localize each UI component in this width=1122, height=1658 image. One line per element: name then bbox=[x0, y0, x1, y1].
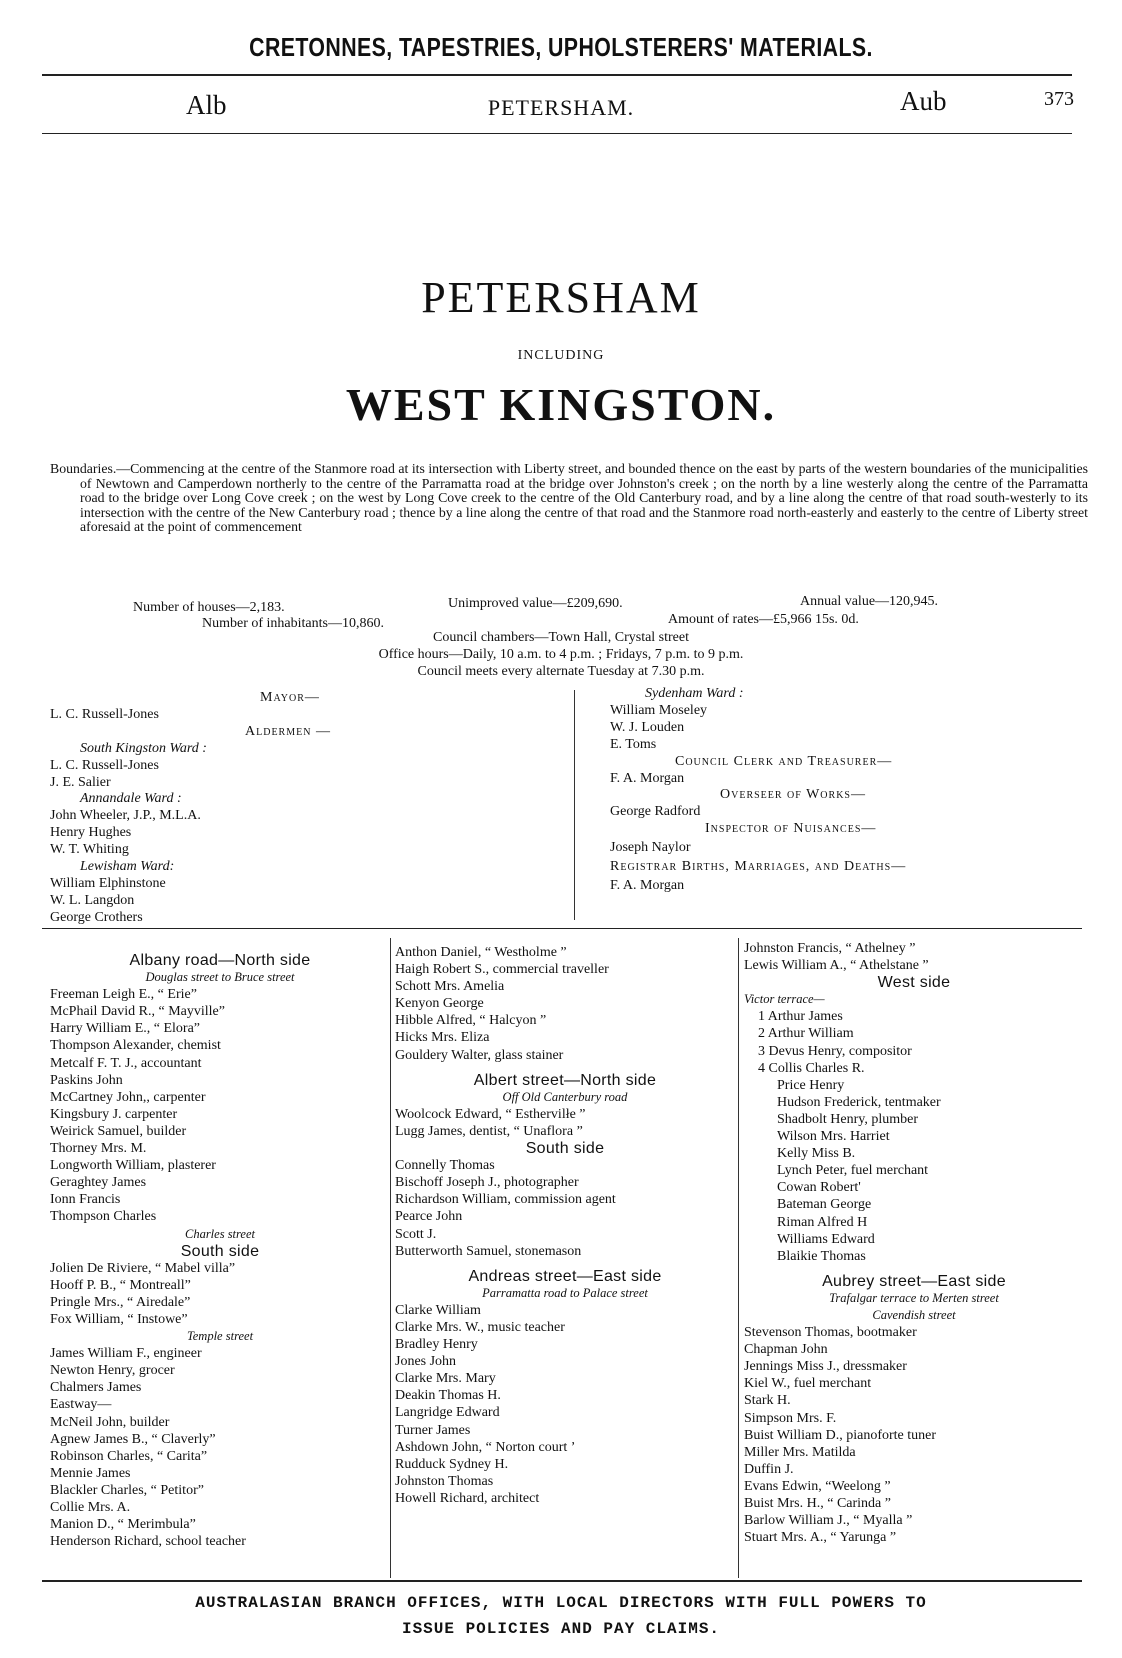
resident-entry: Lugg James, dentist, “ Unaflora ” bbox=[395, 1123, 583, 1139]
resident-entry: McPhail David R., “ Mayville” bbox=[50, 1004, 225, 1020]
street-heading: South side bbox=[525, 1140, 605, 1158]
resident-entry: Pearce John bbox=[395, 1209, 463, 1225]
terrace-label: Victor terrace— bbox=[744, 992, 825, 1007]
column-divider-2 bbox=[738, 938, 739, 1578]
resident-entry: Langridge Edward bbox=[395, 1405, 500, 1421]
council-chambers: Council chambers—Town Hall, Crystal street bbox=[432, 630, 690, 645]
street-heading: West side bbox=[877, 974, 951, 992]
resident-entry: Henderson Richard, school teacher bbox=[50, 1534, 246, 1550]
resident-entry: Williams Edward bbox=[777, 1231, 875, 1247]
footer-line-1: AUSTRALASIAN BRANCH OFFICES, WITH LOCAL DIRECTORS WITH FULL POWERS TO bbox=[195, 1594, 927, 1612]
stat-inhabitants: Number of inhabitants—10,860. bbox=[202, 616, 384, 631]
right-guide-word: Aub bbox=[900, 86, 947, 116]
numbered-resident: 4 Collis Charles R. bbox=[758, 1060, 865, 1076]
resident-entry: McNeil John, builder bbox=[50, 1414, 170, 1430]
resident-entry: Simpson Mrs. F. bbox=[744, 1410, 837, 1426]
resident-entry: Miller Mrs. Matilda bbox=[744, 1444, 856, 1460]
street-section-label: Parramatta road to Palace street bbox=[482, 1285, 648, 1300]
page-number: 373 bbox=[1044, 88, 1074, 110]
alderman-name: E. Toms bbox=[610, 736, 657, 752]
alderman-name: W. T. Whiting bbox=[50, 842, 129, 858]
resident-entry: Johnston Thomas bbox=[395, 1473, 494, 1489]
resident-entry: Blackler Charles, “ Petitor” bbox=[50, 1482, 204, 1498]
resident-entry: Thompson Charles bbox=[50, 1209, 157, 1225]
resident-entry: Shadbolt Henry, plumber bbox=[777, 1111, 919, 1127]
resident-entry: Cowan Robert' bbox=[777, 1180, 861, 1196]
resident-entry: Duffin J. bbox=[744, 1461, 794, 1477]
office-hours: Office hours—Daily, 10 a.m. to 4 p.m. ; Fridays, 7 p.m. to 9 p.m. bbox=[378, 647, 744, 662]
ward-label-sydenham: Sydenham Ward : bbox=[645, 686, 744, 701]
resident-entry: Scott J. bbox=[395, 1226, 437, 1242]
alderman-name: W. L. Langdon bbox=[50, 892, 135, 908]
spacer bbox=[744, 1265, 1084, 1273]
resident-entry: Paskins John bbox=[50, 1072, 123, 1088]
resident-entry: Jones John bbox=[395, 1354, 457, 1370]
alderman-name: William Moseley bbox=[610, 702, 708, 718]
stat-houses: Number of houses—2,183. bbox=[133, 600, 285, 615]
resident-entry: Mennie James bbox=[50, 1465, 131, 1481]
resident-entry: Buist William D., pianoforte tuner bbox=[744, 1427, 937, 1443]
header-rule-bottom bbox=[42, 133, 1072, 134]
resident-entry: Lewis William A., “ Athelstane ” bbox=[744, 958, 929, 974]
street-section-label: Douglas street to Bruce street bbox=[145, 970, 295, 985]
column-1 bbox=[50, 952, 390, 1550]
resident-entry: Clarke Mrs. W., music teacher bbox=[395, 1319, 565, 1335]
spacer bbox=[395, 1064, 735, 1072]
alderman-name: Henry Hughes bbox=[50, 825, 132, 841]
council-right bbox=[610, 686, 1090, 895]
resident-entry: Ionn Francis bbox=[50, 1192, 121, 1208]
resident-entry: James William F., engineer bbox=[50, 1346, 202, 1362]
resident-entry: Hicks Mrs. Eliza bbox=[395, 1030, 490, 1046]
street-heading: Aubrey street—East side bbox=[822, 1272, 1006, 1290]
resident-entry: Collie Mrs. A. bbox=[50, 1500, 131, 1515]
registrar-name: F. A. Morgan bbox=[610, 877, 685, 893]
resident-entry: Connelly Thomas bbox=[395, 1158, 495, 1174]
resident-entry: Ashdown John, “ Norton court ’ bbox=[395, 1439, 576, 1455]
resident-entry: Hibble Alfred, “ Halcyon ” bbox=[395, 1013, 547, 1029]
resident-entry: Stuart Mrs. A., “ Yarunga ” bbox=[744, 1530, 897, 1546]
resident-entry: Harry William E., “ Elora” bbox=[50, 1021, 201, 1037]
resident-entry: Newton Henry, grocer bbox=[50, 1363, 175, 1379]
alderman-name: J. E. Salier bbox=[50, 774, 111, 790]
council-divider bbox=[574, 690, 575, 920]
alderman-name: George Crothers bbox=[50, 909, 143, 925]
running-title: PETERSHAM. bbox=[487, 95, 635, 120]
footer-rule bbox=[42, 1580, 1082, 1582]
spacer bbox=[395, 1260, 735, 1268]
council-clerk-label: Council Clerk and Treasurer— bbox=[675, 753, 893, 769]
resident-entry: Anthon Daniel, “ Westholme ” bbox=[395, 945, 567, 960]
resident-entry: Lynch Peter, fuel merchant bbox=[777, 1163, 929, 1179]
alderman-name: William Elphinstone bbox=[50, 875, 166, 891]
street-section-label: Temple street bbox=[186, 1329, 254, 1344]
alderman-name: L. C. Russell-Jones bbox=[50, 757, 159, 773]
resident-entry: Rudduck Sydney H. bbox=[395, 1456, 509, 1472]
street-section-label: Off Old Canterbury road bbox=[502, 1089, 628, 1104]
resident-entry: Bradley Henry bbox=[395, 1337, 478, 1353]
footer-advertisement bbox=[40, 1590, 1082, 1642]
mayor-name: L. C. Russell-Jones bbox=[50, 706, 159, 722]
stat-unimproved-value: Unimproved value—£209,690. bbox=[448, 596, 623, 611]
resident-entry: Longworth William, plasterer bbox=[50, 1158, 216, 1174]
overseer-label: Overseer of Works— bbox=[720, 787, 866, 803]
street-heading: South side bbox=[180, 1242, 260, 1260]
resident-entry: Clarke Mrs. Mary bbox=[395, 1371, 496, 1387]
column-divider-1 bbox=[390, 938, 391, 1578]
resident-entry: Haigh Robert S., commercial traveller bbox=[395, 962, 609, 978]
street-section-label: Charles street bbox=[184, 1226, 256, 1241]
resident-entry: Thompson Alexander, chemist bbox=[50, 1038, 221, 1054]
resident-entry: Evans Edwin, “Weelong ” bbox=[744, 1478, 891, 1494]
resident-entry: Jolien De Riviere, “ Mabel villa” bbox=[50, 1260, 236, 1276]
alderman-name: John Wheeler, J.P., M.L.A. bbox=[50, 808, 201, 824]
street-heading: Albany road—North side bbox=[129, 952, 311, 969]
resident-entry: Johnston Francis, “ Athelney ” bbox=[744, 941, 916, 956]
header-rule-top bbox=[42, 74, 1072, 76]
resident-entry: Freeman Leigh E., “ Erie” bbox=[50, 987, 197, 1003]
resident-entry: Pringle Mrs., “ Airedale” bbox=[50, 1294, 191, 1310]
resident-entry: Metcalf F. T. J., accountant bbox=[50, 1055, 202, 1071]
ward-label-south-kingston: South Kingston Ward : bbox=[80, 740, 207, 756]
resident-entry: Deakin Thomas H. bbox=[395, 1388, 501, 1404]
resident-entry: Kingsbury J. carpenter bbox=[50, 1106, 178, 1122]
top-advertisement: CRETONNES, TAPESTRIES, UPHOLSTERERS' MATERIALS. bbox=[249, 32, 873, 62]
page-subtitle: WEST KINGSTON. bbox=[345, 379, 777, 430]
resident-entry: Manion D., “ Merimbula” bbox=[50, 1517, 196, 1533]
resident-entry: Buist Mrs. H., “ Carinda ” bbox=[744, 1496, 891, 1511]
resident-entry: Riman Alfred H bbox=[777, 1214, 868, 1230]
resident-entry: Kenyon George bbox=[395, 996, 484, 1012]
resident-entry: Howell Richard, architect bbox=[395, 1490, 540, 1506]
council-clerk-name: F. A. Morgan bbox=[610, 770, 685, 786]
street-heading: Andreas street—East side bbox=[468, 1267, 662, 1285]
ward-label-lewisham: Lewisham Ward: bbox=[80, 859, 175, 875]
alderman-name: W. J. Louden bbox=[610, 719, 685, 735]
footer-line-2: ISSUE POLICIES AND PAY CLAIMS. bbox=[401, 1620, 721, 1638]
resident-entry: Stark H. bbox=[744, 1393, 791, 1409]
street-heading: Albert street—North side bbox=[473, 1071, 657, 1089]
ward-label-annandale: Annandale Ward : bbox=[80, 791, 182, 807]
boundaries-paragraph bbox=[50, 462, 1088, 535]
stat-rates: Amount of rates—£5,966 15s. 0d. bbox=[668, 612, 859, 627]
resident-entry: Chapman John bbox=[744, 1342, 828, 1358]
street-section-label: Cavendish street bbox=[872, 1307, 956, 1322]
resident-entry: Bateman George bbox=[777, 1197, 872, 1213]
resident-entry: Geraghtey James bbox=[50, 1175, 147, 1191]
column-3 bbox=[744, 940, 1084, 1546]
inspector-label: Inspector of Nuisances— bbox=[705, 821, 877, 837]
resident-entry: Blaikie Thomas bbox=[777, 1248, 866, 1264]
stat-annual-value: Annual value—120,945. bbox=[800, 594, 939, 609]
resident-entry: Thorney Mrs. M. bbox=[50, 1141, 147, 1157]
numbered-resident: 3 Devus Henry, compositor bbox=[758, 1043, 912, 1059]
resident-entry: Weirick Samuel, builder bbox=[50, 1123, 187, 1139]
title-including: INCLUDING bbox=[517, 348, 605, 363]
page-title: PETERSHAM bbox=[421, 273, 701, 322]
resident-entry: Schott Mrs. Amelia bbox=[395, 979, 505, 995]
resident-entry: Gouldery Walter, glass stainer bbox=[395, 1047, 564, 1063]
resident-entry: Turner James bbox=[395, 1422, 471, 1438]
mayor-label: Mayor— bbox=[260, 690, 320, 705]
resident-entry: Bischoff Joseph J., photographer bbox=[395, 1175, 579, 1191]
resident-entry: Hooff P. B., “ Montreall” bbox=[50, 1277, 191, 1293]
resident-entry: Eastway— bbox=[50, 1397, 112, 1413]
resident-entry: Chalmers James bbox=[50, 1380, 142, 1396]
resident-entry: Woolcock Edward, “ Esthervilłe ” bbox=[395, 1106, 586, 1122]
resident-entry: Price Henry bbox=[777, 1077, 845, 1093]
council-meets: Council meets every alternate Tuesday at 7.30 p.m. bbox=[417, 664, 705, 679]
registrar-label: Registrar Births, Marriages, and Deaths— bbox=[610, 859, 907, 875]
resident-entry: Stevenson Thomas, bootmaker bbox=[744, 1325, 917, 1341]
boundaries-text: Boundaries.—Commencing at the centre of the Stanmore road at its intersection with Liberty street, and bounded thence on the east by parts of the western boundaries of the municipalities of Newtown and Camperdown northerly to the centre of the Parramatta road at the bridge over Johnston's creek ; on the north by a line westerly along the centre of the Parramatta road to the bridge over Long Cove creek ; on the west by Long Cove creek to the centre of the Old Canterbury road, and by a line along the centre of that road south-westerly to its intersection with the centre of the New Canterbury road ; thence by a line along the centre of that road and the Stanmore road north-easterly and easterly to the centre of Liberty street aforesaid at the point of commencement bbox=[50, 461, 1088, 535]
resident-entry: Hudson Frederick, tentmaker bbox=[777, 1094, 941, 1110]
resident-entry: Agnew James B., “ Claverly” bbox=[50, 1431, 216, 1447]
resident-entry: Clarke William bbox=[395, 1302, 481, 1318]
numbered-resident: 1 Arthur James bbox=[758, 1009, 843, 1025]
aldermen-label: Aldermen — bbox=[245, 723, 331, 739]
resident-entry: McCartney John,, carpenter bbox=[50, 1089, 206, 1105]
resident-entry: Robinson Charles, “ Carita” bbox=[50, 1448, 208, 1464]
resident-entry: Barlow William J., “ Myalla ” bbox=[744, 1513, 913, 1529]
resident-entry: Wilson Mrs. Harriet bbox=[777, 1129, 890, 1145]
column-2 bbox=[395, 944, 735, 1507]
section-rule bbox=[42, 928, 1082, 929]
overseer-name: George Radford bbox=[610, 804, 701, 820]
council-left bbox=[50, 690, 570, 927]
left-guide-word: Alb bbox=[186, 90, 227, 120]
resident-entry: Kelly Miss B. bbox=[777, 1146, 856, 1162]
resident-entry: Fox William, “ Instowe” bbox=[50, 1311, 188, 1327]
resident-entry: Jennings Miss J., dressmaker bbox=[744, 1359, 907, 1375]
resident-entry: Butterworth Samuel, stonemason bbox=[395, 1243, 582, 1259]
inspector-name: Joseph Naylor bbox=[610, 840, 691, 856]
resident-entry: Kiel W., fuel merchant bbox=[744, 1376, 872, 1392]
resident-entry: Richardson William, commission agent bbox=[395, 1192, 616, 1208]
numbered-resident: 2 Arthur William bbox=[758, 1026, 854, 1042]
street-section-label: Trafalgar terrace to Merten street bbox=[829, 1290, 999, 1305]
